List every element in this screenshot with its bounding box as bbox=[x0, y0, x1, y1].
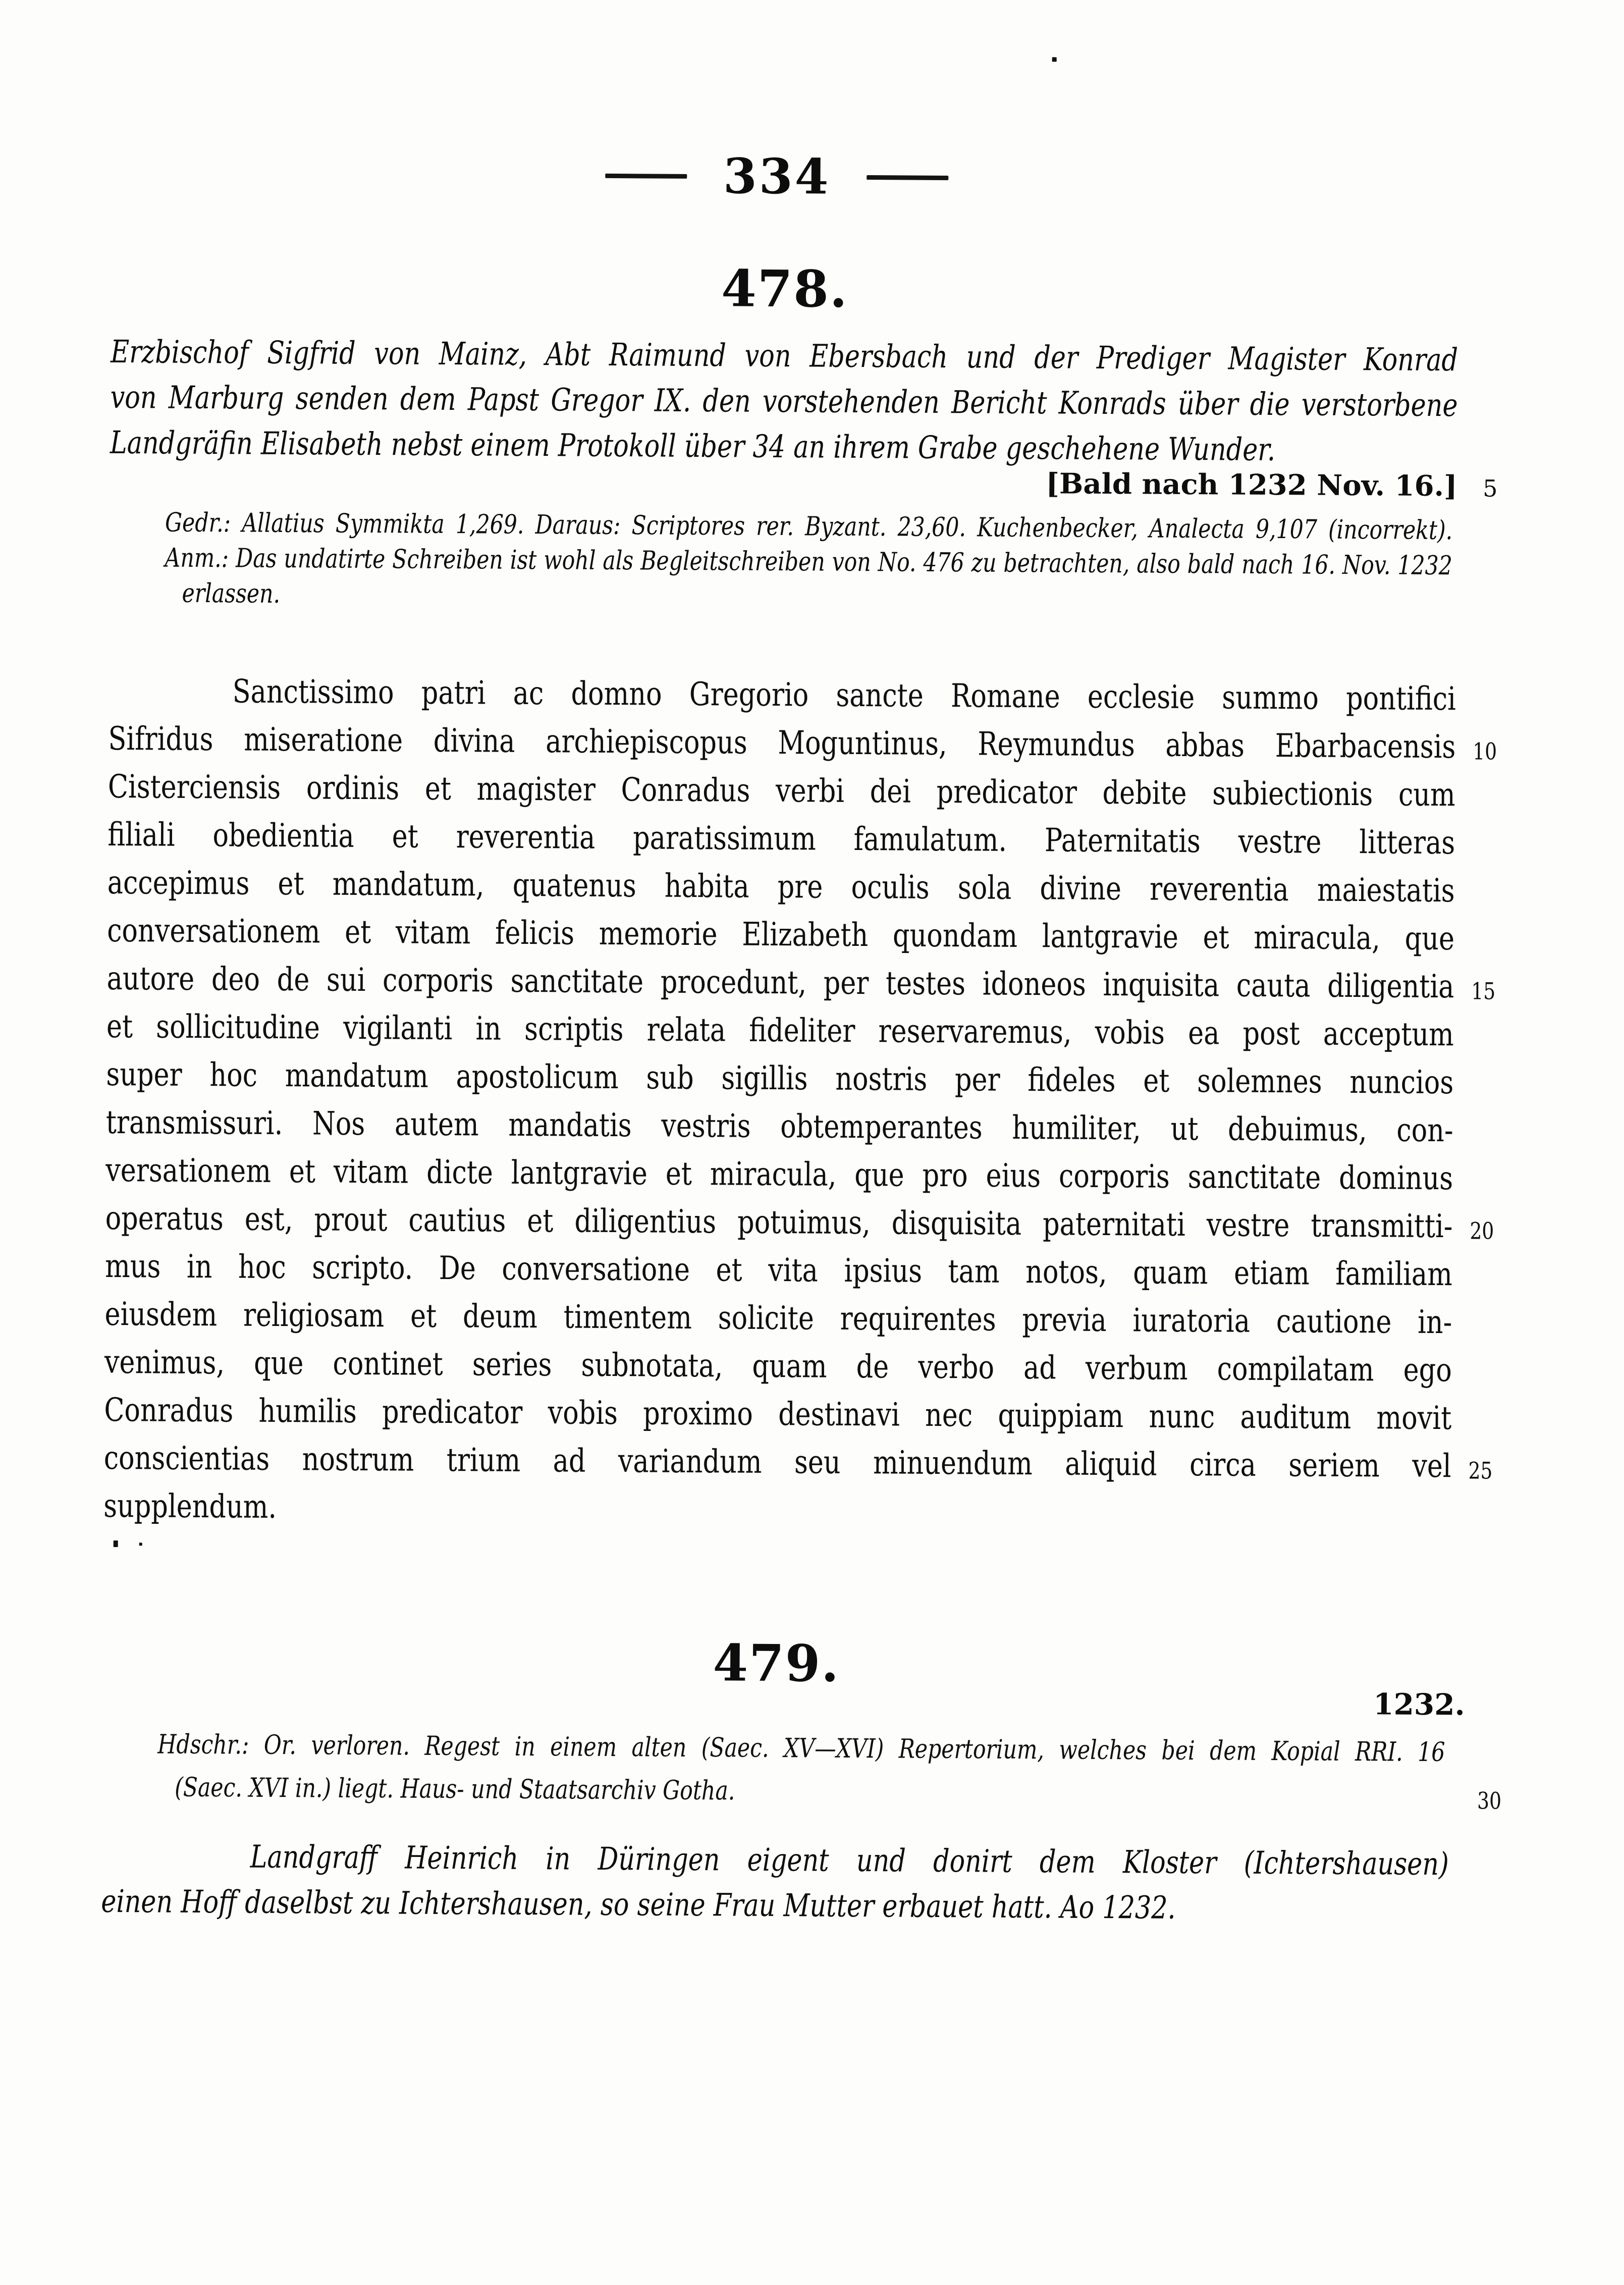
body-line: supplendum. bbox=[103, 1487, 277, 1526]
note-line: Hdschr.: Or. verloren. Regest in einem alten (Saec. XV—XVI) Repertorium, welches bei dem Kopial RRI. 16 bbox=[157, 1729, 1445, 1768]
entry-479-heading: 479. bbox=[713, 1633, 840, 1693]
scan-speck bbox=[139, 1543, 142, 1546]
header-rule-right bbox=[867, 175, 948, 180]
body-line: operatus est, prout cautius et diligentius potuimus, disquisita paternitati vestre transmitti- 20 bbox=[105, 1195, 1452, 1251]
note-line: Gedr.: Allatius Symmikta 1,269. Daraus: Scriptores rer. Byzant. 23,60. Kuchenbecker, Analecta 9,107 (incorrekt). bbox=[165, 507, 1453, 546]
margin-line-number: 30 bbox=[1477, 1787, 1502, 1815]
body-line: versationem et vitam dicte lantgravie et miracula, que pro eius corporis sanctitate dominus bbox=[105, 1151, 1453, 1198]
margin-line-number: 5 bbox=[1483, 474, 1498, 502]
regest-line: Erzbischof Sigfrid von Mainz, Abt Raimund von Ebersbach und der Prediger Magister Konrad bbox=[110, 333, 1458, 379]
header-rule-left bbox=[605, 173, 687, 178]
entry-479-regest bbox=[101, 1833, 1449, 1932]
body-line: Conradus humilis predicator vobis proximo destinavi nec quippiam nunc auditum movit bbox=[104, 1391, 1452, 1438]
scan-speck bbox=[1052, 57, 1057, 62]
body-line: accepimus et mandatum, quatenus habita pre oculis sola divine reverentia maiestatis bbox=[107, 864, 1455, 910]
entry-478-heading: 478. bbox=[721, 258, 849, 319]
body-line: Sifridus miseratione divina archiepiscopus Moguntinus, Reymundus abbas Ebarbacensis 10 bbox=[108, 715, 1455, 771]
body-line: autore deo de sui corporis sanctitate procedunt, per testes idoneos inquisita cauta diligentia 15 bbox=[106, 955, 1454, 1011]
margin-line-number: 20 bbox=[1470, 1217, 1494, 1245]
regest-line: Landgräfin Elisabeth nebst einem Protokoll über 34 an ihrem Grabe geschehene Wunder. bbox=[110, 423, 1276, 468]
page-header bbox=[565, 147, 989, 205]
regest-line: von Marburg senden dem Papst Gregor IX. den vorstehenden Bericht Konrads über die verstorbene bbox=[110, 378, 1458, 424]
entry-478-anm-note bbox=[165, 541, 1452, 619]
body-line: eiusdem religiosam et deum timentem solicite requirentes previa iuratoria cautione in- bbox=[104, 1295, 1452, 1342]
note-line: (Saec. XVI in.) liegt. Haus- und Staatsarchiv Gotha. 30 bbox=[157, 1767, 1463, 1818]
entry-479-date: 1232. bbox=[1373, 1687, 1466, 1722]
body-line: conversationem et vitam felicis memorie Elizabeth quondam lantgravie et miracula, que bbox=[106, 912, 1455, 958]
body-line: super hoc mandatum apostolicum sub sigillis nostris per fideles et solemnes nuncios bbox=[106, 1055, 1454, 1102]
entry-478-regest bbox=[110, 329, 1458, 473]
entry-478-body bbox=[103, 667, 1497, 1538]
body-line: mus in hoc scripto. De conversatione et vita ipsius tam notos, quam etiam familiam bbox=[104, 1247, 1453, 1294]
scan-speck bbox=[114, 1540, 118, 1547]
body-line: Cisterciensis ordinis et magister Conradus verbi dei predicator debite subiectionis cum bbox=[107, 768, 1456, 814]
body-line: transmissuri. Nos autem mandatis vestris obtemperantes humiliter, ut debuimus, con- bbox=[105, 1103, 1453, 1150]
entry-478-date bbox=[110, 463, 1498, 503]
margin-line-number: 15 bbox=[1471, 977, 1496, 1005]
body-line: Sanctissimo patri ac domno Gregorio sancte Romane ecclesie summo pontifici bbox=[232, 673, 1456, 718]
body-line: et sollicitudine vigilanti in scriptis relata fideliter reservaremus, vobis ea post acceptum bbox=[106, 1007, 1454, 1054]
body-line: filiali obedientia et reverentia paratissimum famulatum. Paternitatis vestre litteras bbox=[107, 816, 1455, 862]
note-line: Anm.: Das undatirte Schreiben ist wohl als Begleitschreiben von No. 476 zu betrachten, also bald nach 16. Nov. 1232 bbox=[165, 543, 1452, 581]
body-line: venimus, que continet series subnotata, quam de verbo ad verbum compilatam ego bbox=[104, 1343, 1452, 1390]
page-number: 334 bbox=[723, 147, 831, 205]
body-line: conscientias nostrum trium ad variandum seu minuendum aliquid circa seriem vel 25 bbox=[103, 1434, 1451, 1491]
margin-line-number: 10 bbox=[1473, 737, 1497, 765]
note-line: erlassen. bbox=[182, 578, 281, 609]
regest-line: einen Hoff daselbst zu Ichtershausen, so seine Frau Mutter erbauet hatt. Ao 1232. bbox=[101, 1882, 1176, 1926]
entry-479-hdschr-note bbox=[157, 1724, 1502, 1818]
regest-line: Landgraff Heinrich in Düringen eigent und donirt dem Kloster (Ichtershausen) bbox=[250, 1838, 1449, 1883]
date-text: [Bald nach 1232 Nov. 16.] bbox=[1046, 467, 1457, 503]
margin-line-number: 25 bbox=[1468, 1457, 1493, 1484]
